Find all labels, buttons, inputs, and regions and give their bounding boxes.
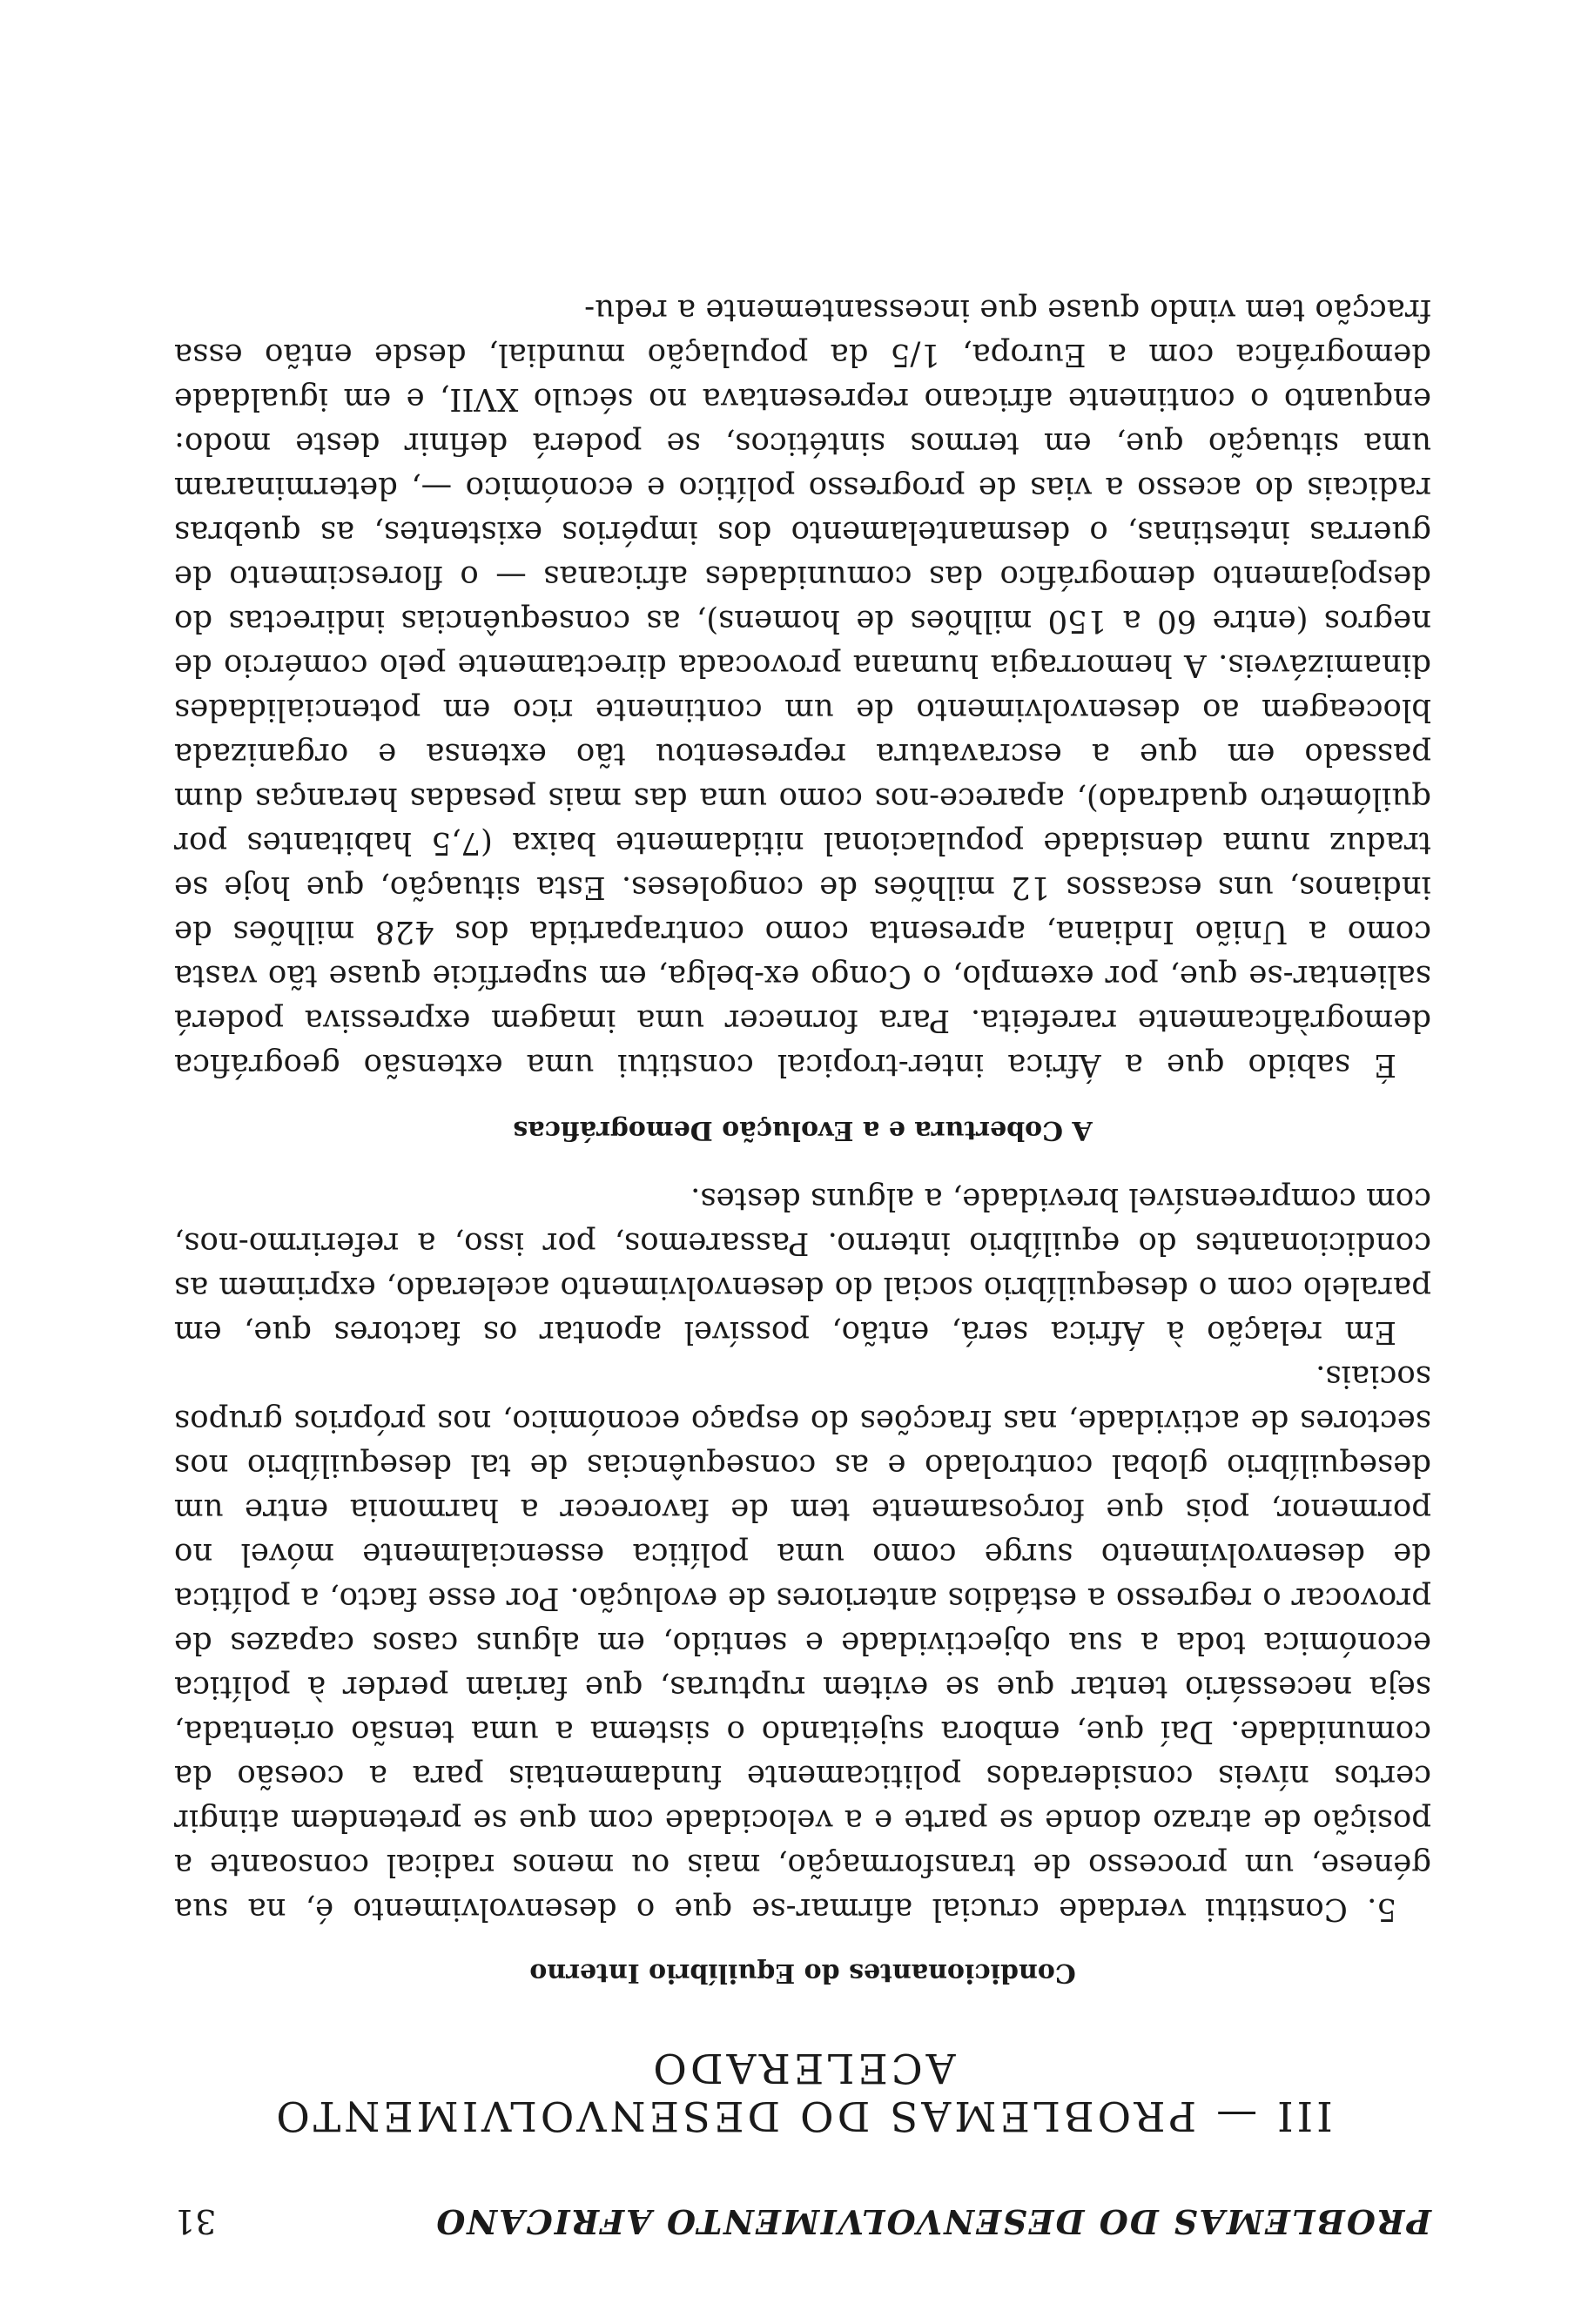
page-number: 31 [174, 2202, 217, 2240]
chapter-title: III — PROBLEMAS DO DESENVOLVIMENTO ACELERADO [273, 2044, 1333, 2139]
paragraph: 5. Constitui verdade crucial afirmar-se que o desenvolvimento é, na sua génese, um processo de transformação, mais ou menos radical consoante a posição de atrazo donde se parte e a velocidade com que se pretendem atingir certos níveis considerados politicamente fundamentais para a coesão da comunidade. Daí que, embora sujeitando o sistema a uma tensão orientada, seja necessário tentar que se evitem rupturas, que fariam perder à política económica toda a sua objectividade e sentido, em alguns casos capazes de provocar o regresso a estádios anteriores de evolução. Por esse facto, a política de desenvolvimento surge como uma política essencialmente móvel no pormenor, pois que forçosamente tem de favorecer a harmonia entre um desequilíbrio global controlado e as consequências de tal desequilíbrio nos sectores de actividade, nas fracções do espaço económico, nos próprios grupos sociais. [174, 1359, 1431, 1927]
paragraph: É sabido que a África inter-tropical constitui uma extensão geográfica demogràficamente rarefeita. Para fornecer uma imagem expressiva poderá salientar-se que, por exemplo, o Congo ex-belga, em superfície quase tão vasta como a União Indiana, apresenta como contrapartida dos 428 milhões de indianos, uns escassos 12 milhões de congoleses. Esta situação, que hoje se traduz numa densidade populacional nitidamente baixa (7,5 habitantes por quilómetro quadrado), aparece-nos como uma das mais pesadas heranças dum passado em que a escravatura representou tão extensa e organizada bloceagem ao desenvolvimento de um continente rico em potencialidades dinamizáveis. A hemorragia humana provocada directamente pelo comércio de negros (entre 60 a 150 milhões de homens), as consequências indirectas do despojamento demográfico das comunidades africanas — o florescimento de guerras intestinas, o desmantelamento dos impérios existentes, as quebras radicais do acesso a vias de progresso político e económico —, determinaram uma situação que, em termos sintéticos, se poderá definir deste modo: enquanto o continente africano representava no século XVII, e em igualdade demográfica com a Europa, 1/5 da população mundial, desde então essa fracção tem vindo quase que incessantemente a redu- [174, 292, 1431, 1083]
section-body [174, 1177, 1431, 1931]
section-body [174, 288, 1431, 1087]
running-head-title: PROBLEMAS DO DESENVOLVIMENTO AFRICANO [434, 2202, 1431, 2241]
running-head [174, 2202, 1431, 2241]
section-heading: Condicionantes do Equilíbrio Interno [529, 1958, 1076, 1988]
section-heading: A Cobertura e a Evolução Demográficas [513, 1115, 1093, 1145]
paragraph: Em relação à África será, então, possível apontar os factores que, em paralelo com o desequilíbrio social do desenvolvimento acelerado, exprimem as condicionantes do equilíbrio interno. Passaremos, por isso, a referirmo-nos, com compreensível brevidade, a alguns destes. [174, 1181, 1431, 1350]
